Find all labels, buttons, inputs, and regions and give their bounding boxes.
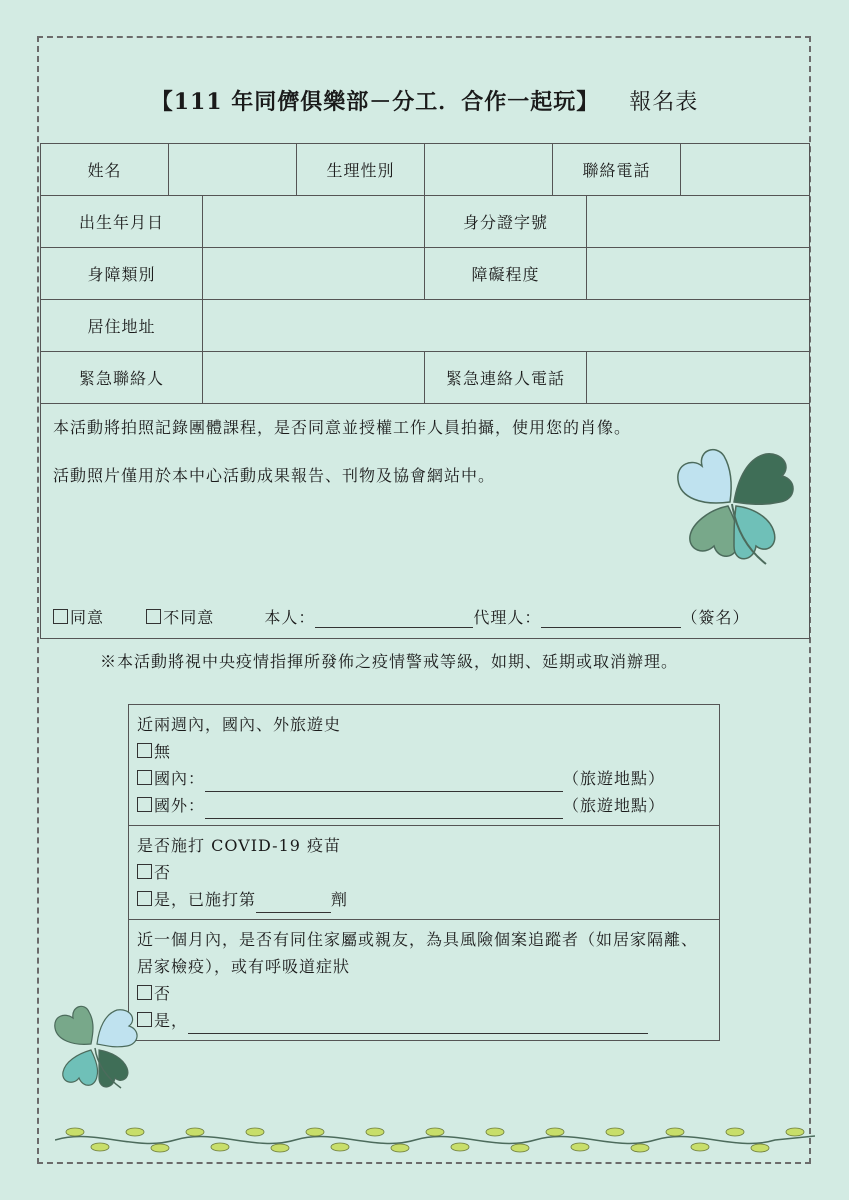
label-phone: 聯絡電話 — [553, 144, 681, 196]
disagree-checkbox[interactable] — [146, 609, 161, 624]
vaccine-section — [129, 826, 720, 920]
travel-none-checkbox[interactable] — [137, 743, 152, 758]
id-number-field[interactable] — [587, 196, 810, 248]
agree-checkbox[interactable] — [53, 609, 68, 624]
vaccine-question: 是否施打 COVID-19 疫苗 — [137, 836, 342, 855]
travel-abroad-place: （旅遊地點） — [563, 796, 666, 815]
travel-abroad-checkbox[interactable] — [137, 797, 152, 812]
label-name: 姓名 — [41, 144, 169, 196]
agent-sign-label: 代理人： — [473, 608, 542, 627]
self-sign-line[interactable] — [315, 611, 473, 628]
label-emergency-phone: 緊急連絡人電話 — [425, 352, 587, 404]
label-address: 居住地址 — [41, 300, 203, 352]
disability-level-field[interactable] — [587, 248, 810, 300]
vaccine-dose-line[interactable] — [256, 896, 331, 913]
travel-domestic-label: 國內： — [154, 769, 206, 788]
travel-abroad-label: 國外： — [154, 796, 206, 815]
consent-line-2: 活動照片僅用於本中心活動成果報告、刊物及協會網站中。 — [53, 466, 496, 485]
vaccine-no-label: 否 — [154, 863, 172, 882]
self-sign-label: 本人： — [264, 608, 316, 627]
health-survey-table — [128, 704, 720, 1041]
contact-yes-label: 是， — [154, 1011, 189, 1030]
title-sub: 報名表 — [629, 90, 699, 115]
vine-border-icon — [55, 1120, 815, 1160]
agent-sign-line[interactable] — [541, 611, 681, 628]
address-field[interactable] — [203, 300, 810, 352]
label-birthday: 出生年月日 — [41, 196, 203, 248]
label-disability-type: 身障類別 — [41, 248, 203, 300]
emergency-contact-field[interactable] — [203, 352, 425, 404]
travel-domestic-line[interactable] — [205, 775, 563, 792]
contact-no-checkbox[interactable] — [137, 985, 152, 1000]
sign-note: （簽名） — [681, 608, 750, 627]
contact-yes-line[interactable] — [188, 1017, 648, 1034]
contact-section — [129, 920, 720, 1041]
disagree-label: 不同意 — [163, 608, 215, 627]
travel-question: 近兩週內，國內、外旅遊史 — [137, 715, 342, 734]
travel-domestic-checkbox[interactable] — [137, 770, 152, 785]
name-field[interactable] — [169, 144, 297, 196]
travel-abroad-line[interactable] — [205, 802, 563, 819]
travel-section — [129, 705, 720, 826]
vaccine-dose-label: 劑 — [331, 890, 349, 909]
emergency-phone-field[interactable] — [587, 352, 810, 404]
disability-type-field[interactable] — [203, 248, 425, 300]
travel-none-label: 無 — [154, 742, 172, 761]
clover-large-icon — [662, 440, 802, 570]
consent-line-1: 本活動將拍照記錄團體課程，是否同意並授權工作人員拍攝，使用您的肖像。 — [53, 418, 632, 437]
label-gender: 生理性別 — [297, 144, 425, 196]
consent-sign-row — [53, 605, 749, 628]
epidemic-notice: ※本活動將視中央疫情指揮所發佈之疫情警戒等級，如期、延期或取消辦理。 — [100, 652, 679, 671]
agree-label: 同意 — [70, 608, 105, 627]
contact-no-label: 否 — [154, 984, 172, 1003]
title-main: 【111 年同儕俱樂部－分工．合作一起玩】 — [150, 89, 600, 115]
label-id-number: 身分證字號 — [425, 196, 587, 248]
label-disability-level: 障礙程度 — [425, 248, 587, 300]
birthday-field[interactable] — [203, 196, 425, 248]
label-emergency-contact: 緊急聯絡人 — [41, 352, 203, 404]
gender-field[interactable] — [425, 144, 553, 196]
contact-question: 近一個月內，是否有同住家屬或親友，為具風險個案追蹤者（如居家隔離、居家檢疫），或有呼吸道症狀 — [137, 930, 699, 976]
vaccine-no-checkbox[interactable] — [137, 864, 152, 879]
travel-domestic-place: （旅遊地點） — [563, 769, 666, 788]
form-title — [0, 85, 849, 116]
clover-small-icon — [45, 1000, 145, 1095]
vaccine-yes-label: 是，已施打第 — [154, 890, 257, 909]
vaccine-yes-checkbox[interactable] — [137, 891, 152, 906]
phone-field[interactable] — [681, 144, 810, 196]
